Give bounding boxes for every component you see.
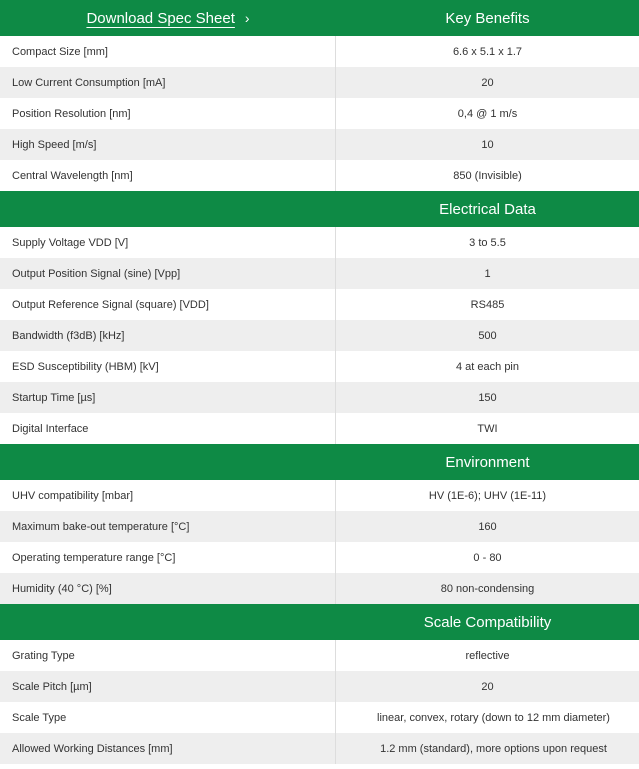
row-value: 150 bbox=[478, 391, 497, 404]
row-value: 0,4 @ 1 m/s bbox=[457, 107, 518, 120]
table-row bbox=[0, 67, 639, 98]
key-benefits-header bbox=[0, 0, 639, 36]
row-value: 80 non-condensing bbox=[440, 582, 535, 595]
row-label: UHV compatibility [mbar] bbox=[0, 480, 336, 511]
row-label: Supply Voltage VDD [V] bbox=[0, 227, 336, 258]
section-title-electrical: Electrical Data bbox=[439, 200, 536, 218]
row-value: TWI bbox=[477, 422, 498, 435]
row-label: Scale Type bbox=[0, 702, 336, 733]
row-label: Scale Pitch [µm] bbox=[0, 671, 336, 702]
table-row bbox=[0, 129, 639, 160]
row-value: 850 (Invisible) bbox=[453, 169, 522, 182]
table-row bbox=[0, 258, 639, 289]
row-value: HV (1E-6); UHV (1E-11) bbox=[428, 489, 547, 502]
table-row bbox=[0, 702, 639, 733]
row-value: RS485 bbox=[470, 298, 505, 311]
electrical-data-header bbox=[0, 191, 639, 227]
table-row bbox=[0, 733, 639, 764]
table-row bbox=[0, 160, 639, 191]
row-value: 4 at each pin bbox=[456, 360, 519, 373]
section-title-scale: Scale Compatibility bbox=[423, 613, 552, 631]
row-label: Central Wavelength [nm] bbox=[0, 160, 336, 191]
section-title-environment: Environment bbox=[445, 453, 530, 471]
row-label: Output Position Signal (sine) [Vpp] bbox=[0, 258, 336, 289]
table-row bbox=[0, 351, 639, 382]
row-value: 500 bbox=[478, 329, 497, 342]
table-row bbox=[0, 289, 639, 320]
row-label: ESD Susceptibility (HBM) [kV] bbox=[0, 351, 336, 382]
table-row bbox=[0, 511, 639, 542]
table-row bbox=[0, 98, 639, 129]
row-label: Humidity (40 °C) [%] bbox=[0, 573, 336, 604]
row-value: reflective bbox=[465, 649, 510, 662]
table-row bbox=[0, 640, 639, 671]
row-value: 3 to 5.5 bbox=[469, 236, 506, 249]
table-row bbox=[0, 227, 639, 258]
row-value: 0 - 80 bbox=[473, 551, 502, 564]
row-label: Compact Size [mm] bbox=[0, 36, 336, 67]
row-label: Low Current Consumption [mA] bbox=[0, 67, 336, 98]
environment-header bbox=[0, 444, 639, 480]
row-label: Operating temperature range [°C] bbox=[0, 542, 336, 573]
row-label: Output Reference Signal (square) [VDD] bbox=[0, 289, 336, 320]
table-row bbox=[0, 413, 639, 444]
row-label: Grating Type bbox=[0, 640, 336, 671]
row-label: Position Resolution [nm] bbox=[0, 98, 336, 129]
download-area bbox=[0, 10, 336, 27]
table-row bbox=[0, 573, 639, 604]
row-value: linear, convex, rotary (down to 12 mm diameter) bbox=[377, 711, 610, 724]
table-row bbox=[0, 36, 639, 67]
row-label: Bandwidth (f3dB) [kHz] bbox=[0, 320, 336, 351]
table-row bbox=[0, 542, 639, 573]
download-spec-sheet-link[interactable]: Download Spec Sheet bbox=[86, 9, 235, 27]
row-value: 160 bbox=[478, 520, 497, 533]
row-value: 6.6 x 5.1 x 1.7 bbox=[452, 45, 523, 58]
row-value: 20 bbox=[481, 76, 494, 89]
row-label: Maximum bake-out temperature [°C] bbox=[0, 511, 336, 542]
row-value: 20 bbox=[481, 680, 494, 693]
row-value: 1.2 mm (standard), more options upon request bbox=[380, 742, 607, 755]
row-label: Allowed Working Distances [mm] bbox=[0, 733, 336, 764]
row-label: High Speed [m/s] bbox=[0, 129, 336, 160]
row-label: Startup Time [µs] bbox=[0, 382, 336, 413]
row-label: Digital Interface bbox=[0, 413, 336, 444]
row-value: 1 bbox=[484, 267, 491, 280]
table-row bbox=[0, 480, 639, 511]
row-value: 10 bbox=[481, 138, 494, 151]
section-title-key-benefits: Key Benefits bbox=[445, 9, 530, 27]
chevron-right-icon: › bbox=[244, 10, 250, 26]
table-row bbox=[0, 671, 639, 702]
table-row bbox=[0, 320, 639, 351]
scale-compatibility-header bbox=[0, 604, 639, 640]
table-row bbox=[0, 382, 639, 413]
